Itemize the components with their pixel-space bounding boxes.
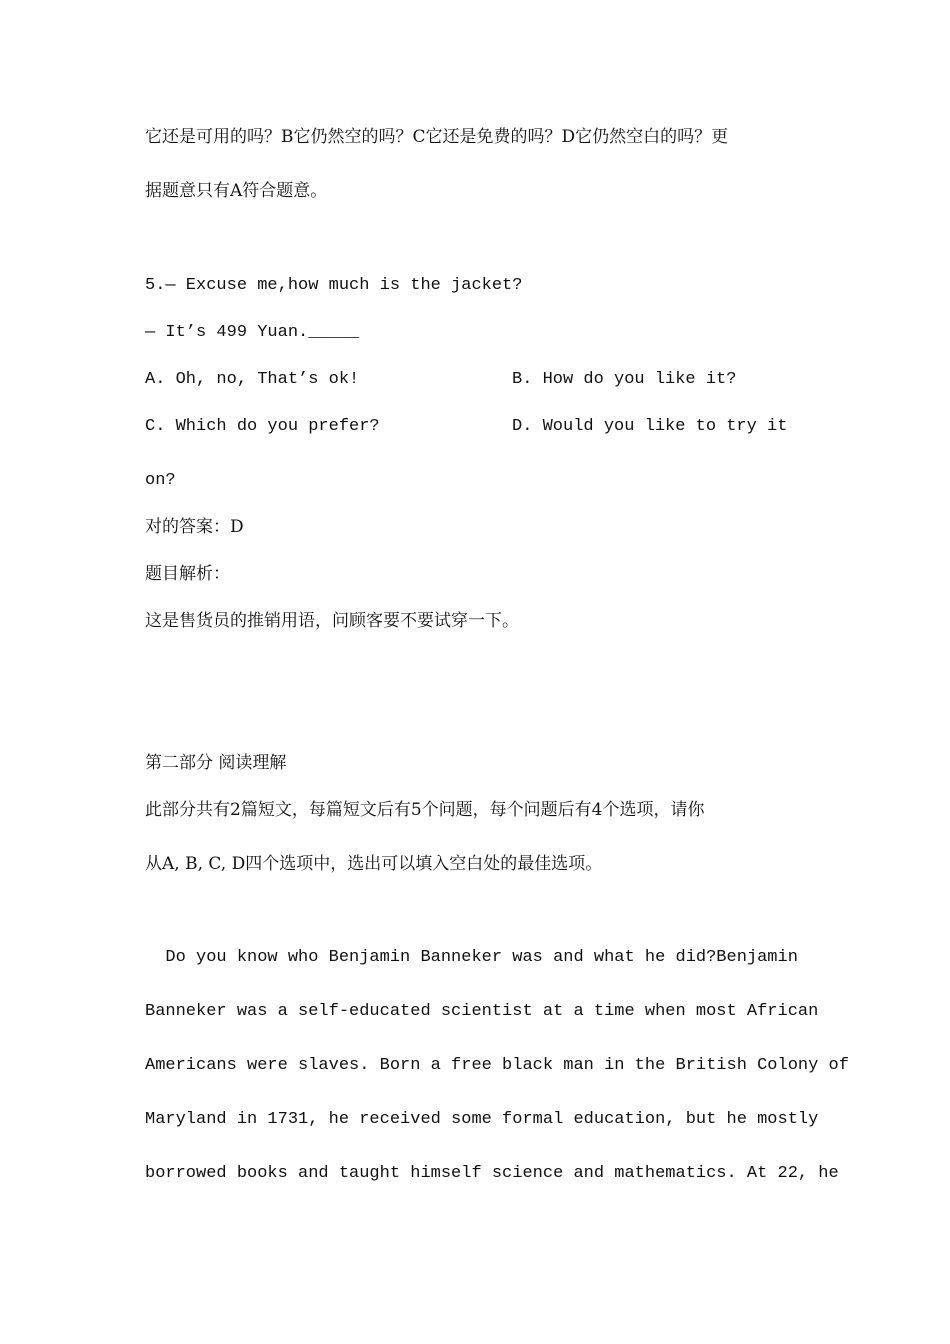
question-5-prompt: 5.— Excuse me,how much is the jacket? (145, 276, 523, 295)
analysis-label: 题目解析： (145, 564, 230, 584)
passage-line-3: Americans were slaves. Born a free black man in the British Colony of (145, 1056, 849, 1075)
instructions-line-2: 从A, B, C, D四个选项中，选出可以填入空白处的最佳选项。 (145, 854, 603, 874)
correct-answer: 对的答案：D (145, 517, 244, 537)
option-c: C. Which do you prefer? (145, 417, 380, 436)
explanation-line-2: 据题意只有A符合题意。 (145, 181, 328, 201)
passage-line-4: Maryland in 1731, he received some formal education, but he mostly (145, 1110, 819, 1129)
option-d-continuation: on? (145, 471, 176, 490)
section-heading: 第二部分 阅读理解 (145, 753, 287, 773)
explanation-line-1: 它还是可用的吗？B它仍然空的吗？C它还是免费的吗？D它仍然空白的吗？更 (145, 127, 729, 147)
option-b: B. How do you like it? (512, 370, 737, 389)
passage-line-2: Banneker was a self-educated scientist at a time when most African (145, 1002, 819, 1021)
passage-line-1: Do you know who Benjamin Banneker was and what he did?Benjamin (145, 948, 798, 967)
instructions-line-1: 此部分共有2篇短文，每篇短文后有5个问题，每个问题后有4个选项，请你 (145, 800, 705, 820)
question-5-reply: — It’s 499 Yuan._____ (145, 323, 360, 342)
option-a: A. Oh, no, That’s ok! (145, 370, 360, 389)
option-d: D. Would you like to try it (512, 417, 788, 436)
passage-line-5: borrowed books and taught himself science and mathematics. At 22, he (145, 1164, 839, 1183)
analysis-text: 这是售货员的推销用语，问顾客要不要试穿一下。 (145, 611, 519, 631)
